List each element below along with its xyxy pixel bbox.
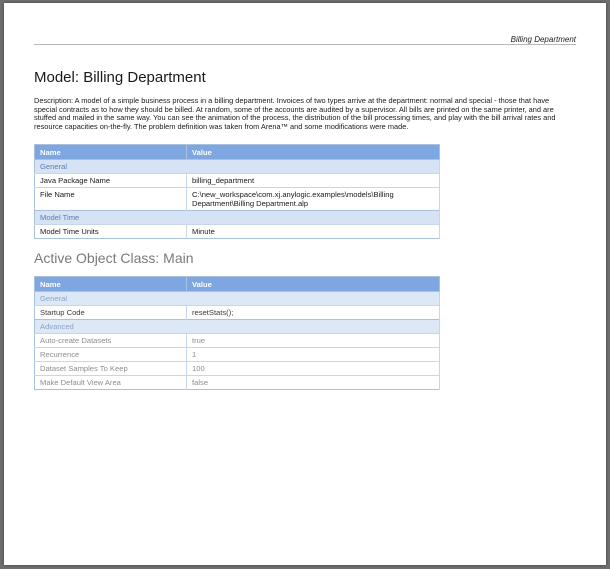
table-header-row <box>35 277 440 292</box>
section-row-advanced <box>35 320 440 334</box>
table-row <box>35 348 440 362</box>
column-header-name: Name <box>35 145 187 160</box>
table-header-row <box>35 145 440 160</box>
table-row <box>35 174 440 188</box>
section-row-model-time <box>35 211 440 225</box>
section-label-general: General <box>35 160 440 174</box>
section-label-general: General <box>35 292 440 306</box>
property-value: false <box>187 376 440 390</box>
property-value: billing_department <box>187 174 440 188</box>
active-class-properties-table <box>34 276 440 390</box>
property-name: Recurrence <box>35 348 187 362</box>
table-row <box>35 376 440 390</box>
section-label-advanced: Advanced <box>35 320 440 334</box>
property-value: Minute <box>187 225 440 239</box>
section-row-general <box>35 160 440 174</box>
table-row <box>35 362 440 376</box>
property-name: File Name <box>35 188 187 211</box>
property-value: C:\new_workspace\com.xj.anylogic.examples\models\Billing Department\Billing Department.alp <box>187 188 440 211</box>
column-header-value: Value <box>187 277 440 292</box>
table-row <box>35 225 440 239</box>
header-divider <box>34 44 576 45</box>
active-class-title: Active Object Class: Main <box>34 250 194 266</box>
table-row <box>35 188 440 211</box>
header-doc-title: Billing Department <box>510 35 576 44</box>
property-name: Model Time Units <box>35 225 187 239</box>
document-page <box>4 3 606 565</box>
table-row <box>35 306 440 320</box>
property-name: Auto-create Datasets <box>35 334 187 348</box>
property-name: Java Package Name <box>35 174 187 188</box>
model-description: Description: A model of a simple business process in a billing department. Invoices of two types arrive at the department: normal and special - those that have special contracts as to how they should be billed. At random, some of the accounts are audited by a supervisor. All bills are printed on the same printer, and are stuffed and mailed in the same way. You can see the animation of the process, the distribution of the bill processing times, and play with the bill arrival rates and resource capacities on-the-fly. The problem definition was taken from Arena™ and some modifications were made. <box>34 96 556 131</box>
property-value: 100 <box>187 362 440 376</box>
property-value: resetStats(); <box>187 306 440 320</box>
property-name: Startup Code <box>35 306 187 320</box>
property-name: Make Default View Area <box>35 376 187 390</box>
section-label-model-time: Model Time <box>35 211 440 225</box>
model-title: Model: Billing Department <box>34 69 206 86</box>
model-properties-table <box>34 144 440 239</box>
section-row-general <box>35 292 440 306</box>
property-value: true <box>187 334 440 348</box>
property-name: Dataset Samples To Keep <box>35 362 187 376</box>
property-value: 1 <box>187 348 440 362</box>
column-header-name: Name <box>35 277 187 292</box>
column-header-value: Value <box>187 145 440 160</box>
table-row <box>35 334 440 348</box>
